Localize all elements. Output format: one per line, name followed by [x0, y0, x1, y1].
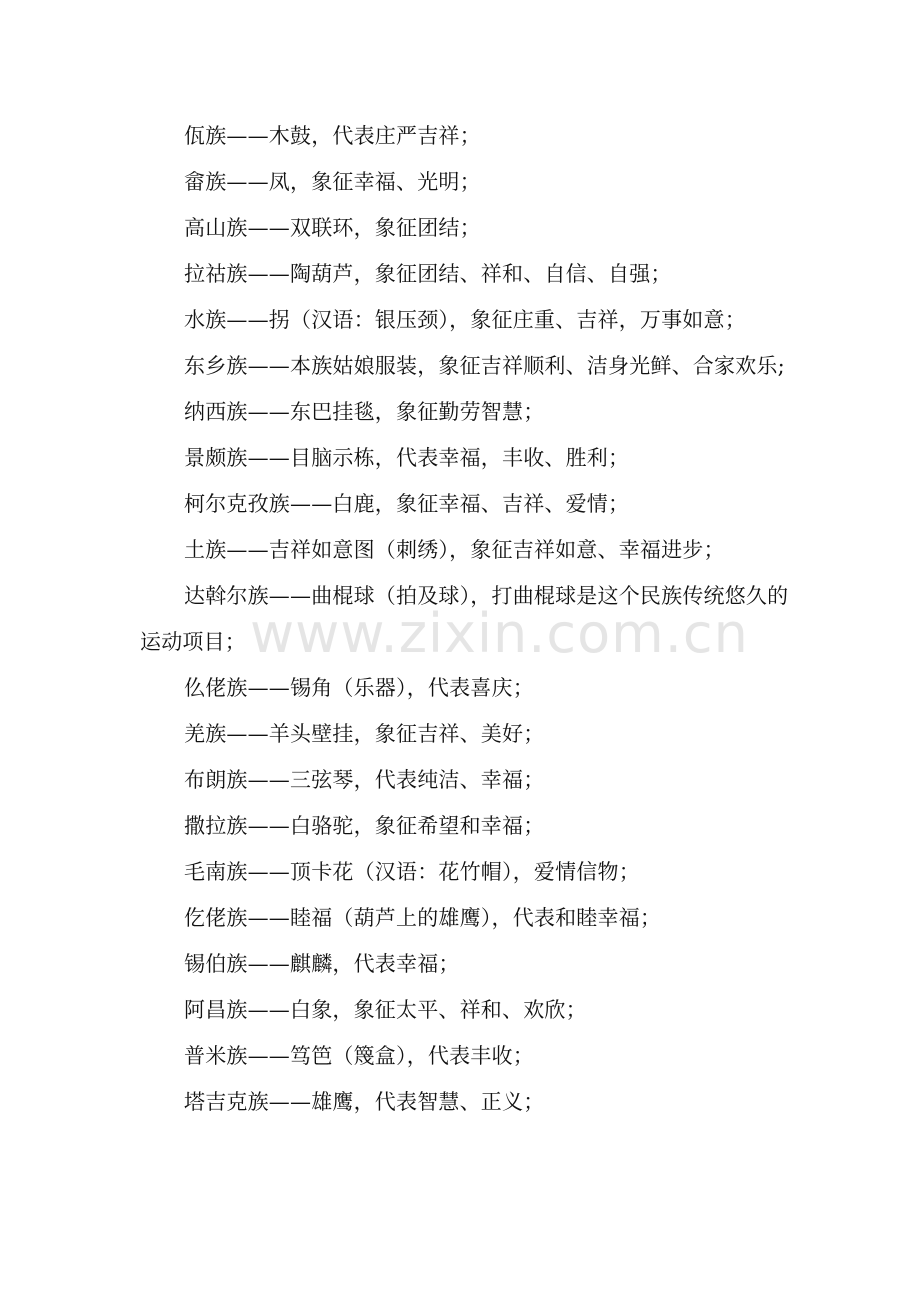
paragraph-tu: 土族——吉祥如意图（刺绣），象征吉祥如意、幸福进步； [184, 538, 725, 562]
paragraph-mulao: 仫佬族——锡角（乐器），代表喜庆； [184, 676, 534, 700]
paragraph-maonan: 毛南族——顶卡花（汉语：花竹帽），爱情信物； [184, 860, 640, 884]
paragraph-she: 畲族——凤，象征幸福、光明； [184, 170, 481, 194]
paragraph-shui: 水族——拐（汉语：银压颈），象征庄重、吉祥，万事如意； [184, 308, 746, 332]
paragraph-daur: 达斡尔族——曲棍球（拍及球），打曲棍球是这个民族传统悠久的运动项目； [140, 584, 789, 654]
document-body [140, 113, 790, 1125]
paragraph-lahu: 拉祜族——陶葫芦，象征团结、祥和、自信、自强； [184, 262, 672, 286]
paragraph-gelao: 仡佬族——睦福（葫芦上的雄鹰），代表和睦幸福； [184, 906, 662, 930]
paragraph-pumi: 普米族——笃笆（篾盒），代表丰收； [184, 1044, 534, 1068]
paragraph-dongxiang: 东乡族——本族姑娘服装，象征吉祥顺利、洁身光鲜、合家欢乐; [184, 354, 785, 378]
paragraph-kirgiz: 柯尔克孜族——白鹿，象征幸福、吉祥、爱情； [184, 492, 630, 516]
watermark: www.zixin.com.cn [250, 602, 749, 665]
paragraph-salar: 撒拉族——白骆驼，象征希望和幸福； [184, 814, 545, 838]
paragraph-gaoshan: 高山族——双联环，象征团结； [184, 216, 481, 240]
paragraph-blang: 布朗族——三弦琴，代表纯洁、幸福； [184, 768, 545, 792]
paragraph-achang: 阿昌族——白象，象征太平、祥和、欢欣； [184, 998, 587, 1022]
paragraph-jingpo: 景颇族——目脑示栋，代表幸福，丰收、胜利； [184, 446, 630, 470]
paragraph-qiang: 羌族——羊头壁挂，象征吉祥、美好； [184, 722, 545, 746]
paragraph-naxi: 纳西族——东巴挂毯，象征勤劳智慧； [184, 400, 545, 424]
paragraph-wa: 佤族——木鼓，代表庄严吉祥； [184, 124, 481, 148]
paragraph-xibe: 锡伯族——麒麟，代表幸福； [184, 952, 460, 976]
paragraph-tajik: 塔吉克族——雄鹰，代表智慧、正义； [184, 1090, 545, 1114]
